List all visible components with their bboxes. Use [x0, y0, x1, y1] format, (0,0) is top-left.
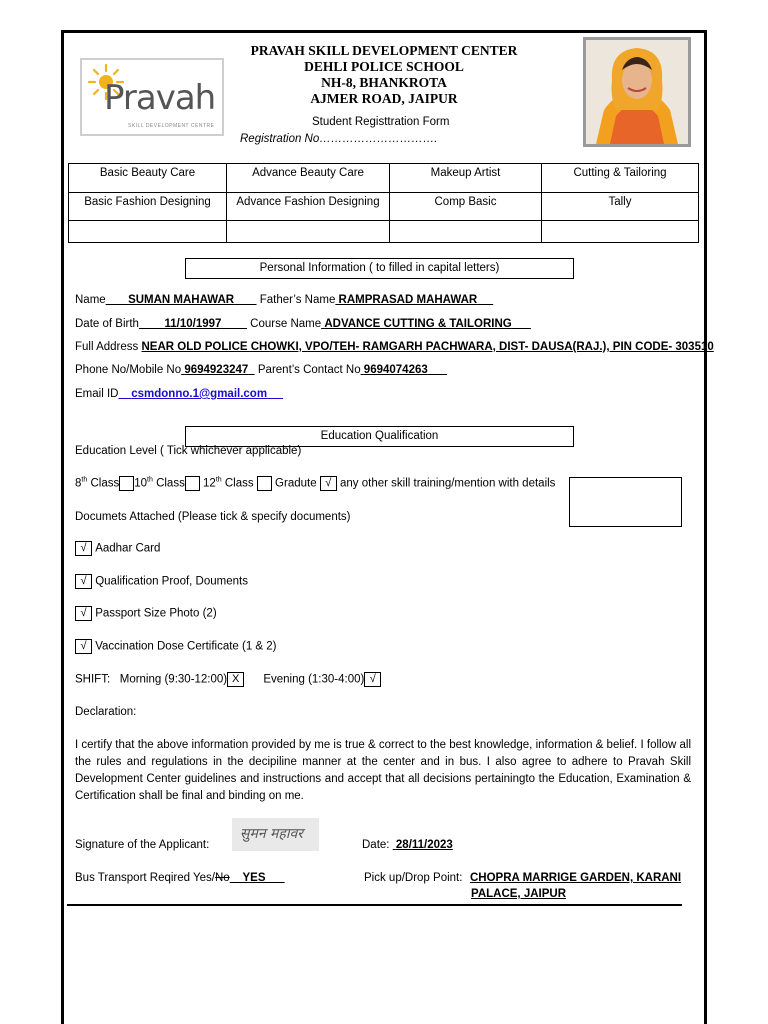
- date-label: Date:: [362, 839, 390, 851]
- qualification-checkbox[interactable]: √: [75, 574, 92, 589]
- table-row: [69, 193, 699, 221]
- document-item: √ Passport Size Photo (2): [75, 606, 217, 621]
- pickup-line-2[interactable]: PALACE, JAIPUR: [471, 888, 566, 900]
- bus-label: Bus Transport Reqired Yes/: [75, 872, 215, 884]
- logo-text: Pravah: [104, 78, 216, 118]
- graduate-checkbox[interactable]: √: [320, 476, 337, 491]
- institute-heading: [234, 43, 534, 107]
- course-cell[interactable]: Tally: [542, 193, 699, 221]
- bus-no-option: No: [215, 872, 230, 884]
- class12-checkbox[interactable]: [257, 476, 272, 491]
- document-item: √ Qualification Proof, Douments: [75, 574, 248, 589]
- phone-label: Phone No/Mobile No: [75, 364, 182, 376]
- course-cell[interactable]: Advance Fashion Designing: [227, 193, 390, 221]
- documents-label: Documets Attached (Please tick & specify documents): [75, 511, 351, 523]
- evening-checkbox[interactable]: √: [364, 672, 381, 687]
- name-field[interactable]: SUMAN MAHAWAR: [128, 294, 235, 306]
- course-cell-empty[interactable]: [69, 221, 227, 243]
- dob-row: [75, 318, 531, 330]
- other-training-details-box[interactable]: [569, 477, 682, 527]
- document-item: √ Aadhar Card: [75, 541, 160, 556]
- course-cell-empty[interactable]: [390, 221, 542, 243]
- email-row: [75, 388, 283, 400]
- education-level-label: Education Level ( Tick whichever applicable): [75, 445, 302, 457]
- shift-label: SHIFT:: [75, 673, 111, 686]
- address-field[interactable]: NEAR OLD POLICE CHOWKI, VPO/TEH- RAMGARH PACHWARA, DIST- DAUSA(RAJ.), PIN CODE- 303510: [141, 341, 714, 353]
- date-field[interactable]: 28/11/2023: [395, 839, 453, 851]
- parent-contact-label: Parent’s Contact No: [257, 364, 361, 376]
- document-item: √ Vaccination Dose Certificate (1 & 2): [75, 639, 277, 654]
- father-name-field[interactable]: RAMPRASAD MAHAWAR: [338, 294, 478, 306]
- email-field[interactable]: csmdonno.1@gmail.com _: [131, 388, 284, 400]
- education-checkbox-row: 8th Class 10th Class 12th Class Gradute √ any other skill training/mention with details: [75, 476, 556, 490]
- class8-checkbox[interactable]: [119, 476, 134, 491]
- course-cell[interactable]: Basic Fashion Designing: [69, 193, 227, 221]
- dob-label: Date of Birth: [75, 318, 139, 330]
- name-label: Name: [75, 294, 106, 306]
- address-row: [75, 341, 714, 353]
- phone-row: [75, 364, 447, 376]
- other-training-label: any other skill training/mention with details: [340, 477, 556, 490]
- class10-checkbox[interactable]: [185, 476, 200, 491]
- education-heading: Education Qualification: [185, 426, 574, 447]
- pravah-logo: [80, 58, 224, 136]
- applicant-photo: [583, 37, 691, 147]
- form-title: Student Registtration Form: [312, 116, 450, 128]
- registration-number: Registration No………………………….: [240, 133, 438, 145]
- morning-checkbox[interactable]: X: [227, 672, 244, 687]
- course-cell[interactable]: Cutting & Tailoring: [542, 164, 699, 193]
- bus-row: [75, 872, 285, 884]
- course-cell[interactable]: Comp Basic: [390, 193, 542, 221]
- pickup-line-1[interactable]: CHOPRA MARRIGE GARDEN, KARANI: [470, 872, 682, 884]
- declaration-title: Declaration:: [75, 706, 137, 718]
- parent-contact-field[interactable]: 9694074263 _: [363, 364, 447, 376]
- applicant-signature: सुमन महावर: [232, 818, 319, 851]
- personal-info-heading: Personal Information ( to filled in capital letters): [185, 258, 574, 279]
- morning-label: Morning (9:30-12:00): [119, 673, 228, 686]
- heading-line-3: NH-8, BHANKROTA: [321, 75, 447, 90]
- bus-field[interactable]: YES: [242, 872, 266, 884]
- pickup-label: Pick up/Drop Point:: [364, 872, 463, 884]
- email-label: Email ID: [75, 388, 119, 400]
- shift-row: [75, 672, 381, 687]
- aadhar-checkbox[interactable]: √: [75, 541, 92, 556]
- table-row: [69, 164, 699, 193]
- evening-label: Evening (1:30-4:00): [263, 673, 365, 686]
- bottom-divider: [67, 904, 682, 906]
- course-cell[interactable]: Advance Beauty Care: [227, 164, 390, 193]
- dob-field[interactable]: 11/10/1997: [164, 318, 222, 330]
- photo-checkbox[interactable]: √: [75, 606, 92, 621]
- phone-field[interactable]: 9694923247: [184, 364, 249, 376]
- course-cell[interactable]: Makeup Artist: [390, 164, 542, 193]
- heading-line-2: DEHLI POLICE SCHOOL: [304, 59, 464, 74]
- vaccination-checkbox[interactable]: √: [75, 639, 92, 654]
- address-label: Full Address: [75, 341, 139, 353]
- heading-line-4: AJMER ROAD, JAIPUR: [310, 91, 458, 106]
- father-label: Father’s Name: [259, 294, 336, 306]
- course-cell-empty[interactable]: [227, 221, 390, 243]
- name-row: [75, 294, 493, 306]
- heading-line-1: PRAVAH SKILL DEVELOPMENT CENTER: [250, 43, 518, 58]
- signature-label: Signature of the Applicant:: [75, 839, 210, 851]
- course-label: Course Name: [250, 318, 322, 330]
- course-cell[interactable]: Basic Beauty Care: [69, 164, 227, 193]
- course-field[interactable]: ADVANCE CUTTING & TAILORING: [324, 318, 512, 330]
- table-row: [69, 221, 699, 243]
- date-row: [362, 839, 453, 851]
- declaration-text: I certify that the above information provided by me is true & correct to the best knowledge, information & belief. I follow all the rules and regulations in the decipiline manner at the center and in bus. I also agree to adhere to Pravah Skill Development Center guidelines and instructions and accept that all decisions pertainingto the Education, Examination & Certification shall be final and binding on me.: [75, 739, 691, 802]
- logo-tagline: SKILL DEVELOPMENT CENTRE: [128, 123, 215, 129]
- course-cell-empty[interactable]: [542, 221, 699, 243]
- course-table: [68, 163, 699, 243]
